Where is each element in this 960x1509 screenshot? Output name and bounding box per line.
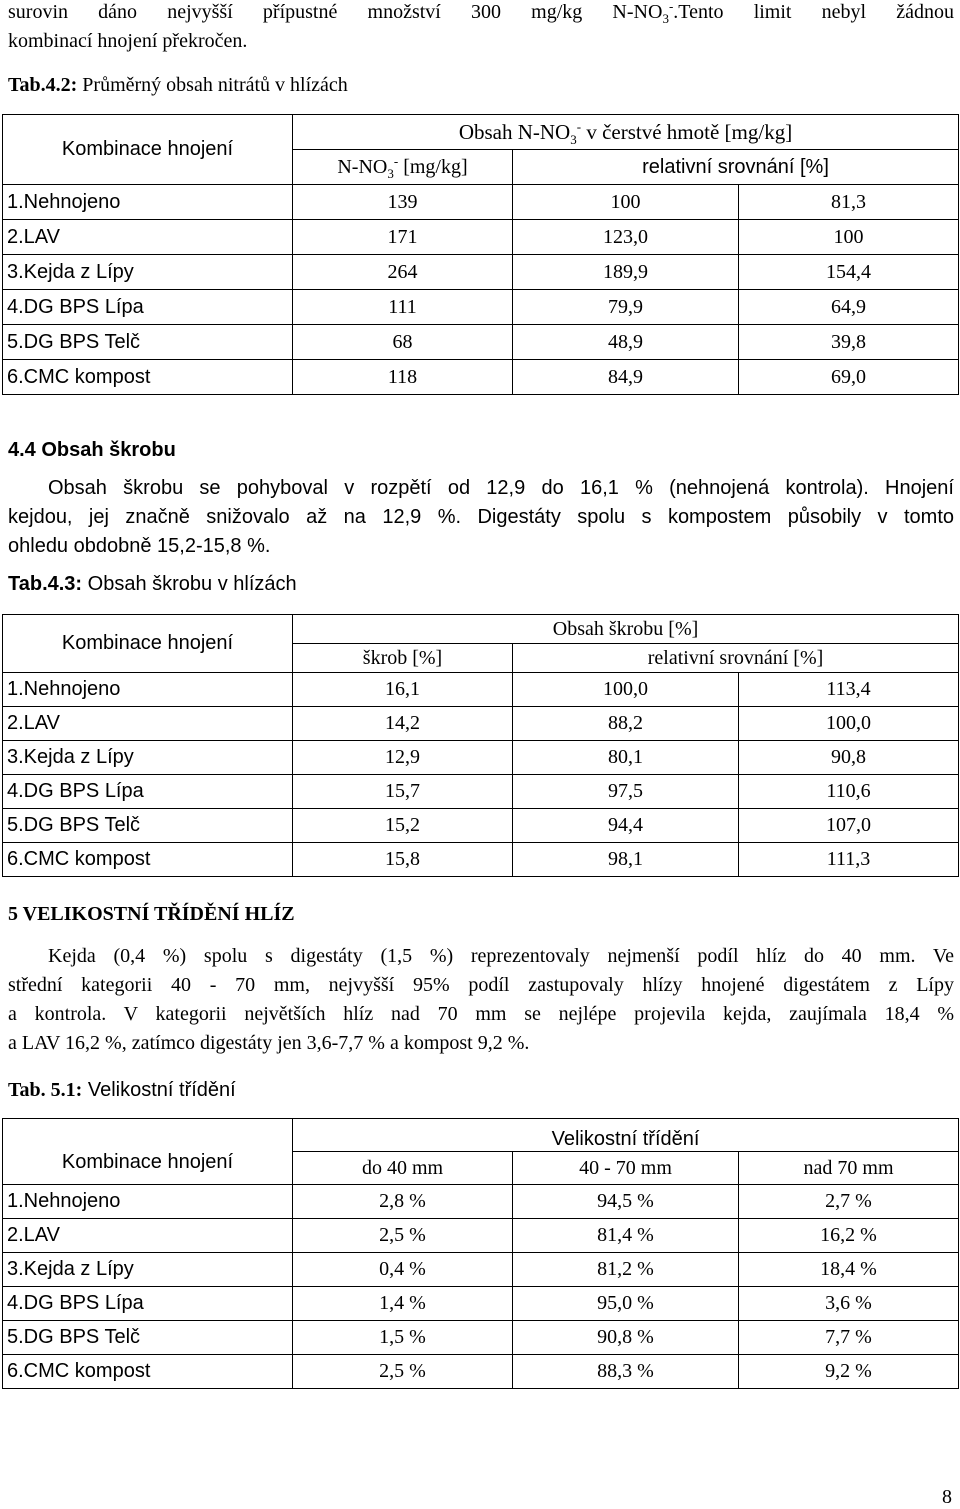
size-paragraph-line-3: a kontrola. V kategorii největších hlíz nad 70 mm se nejlépe projevila kejda, zaujímala 18,4 % — [8, 1003, 954, 1025]
table2-value-3: 113,4 — [739, 673, 959, 707]
table3-row-label: 6.CMC kompost — [3, 1355, 293, 1389]
table2-value-3: 100,0 — [739, 707, 959, 741]
starch-paragraph-line-1: Obsah škrobu se pohyboval v rozpětí od 12,9 do 16,1 % (nehnojená kontrola). Hnojení — [48, 477, 954, 499]
page-number: 8 — [942, 1486, 952, 1508]
table1-value-3: 154,4 — [739, 255, 959, 290]
intro-line-1: surovin dáno nejvyšší přípustné množství 300 mg/kg $N-NO_3^-.Tento$ limit nebyl žádnou — [8, 0, 954, 26]
starch-table — [2, 614, 959, 877]
table2-row-label: 4.DG BPS Lípa — [3, 775, 293, 809]
table2-value-1: 12,9 — [293, 741, 513, 775]
table3-value-3: 2,7 % — [739, 1185, 959, 1219]
table2-value-1: 15,8 — [293, 843, 513, 877]
table1-value-2: 79,9 — [513, 290, 739, 325]
size-paragraph-line-4: a LAV 16,2 %, zatímco digestáty jen 3,6-7,7 % a kompost 9,2 %. — [8, 1032, 530, 1054]
table1-value-1: 264 — [293, 255, 513, 290]
table1-value-3: 64,9 — [739, 290, 959, 325]
table3-value-2: 88,3 % — [513, 1355, 739, 1389]
table3-value-2: 90,8 % — [513, 1321, 739, 1355]
table2-row-label: 6.CMC kompost — [3, 843, 293, 877]
table1-value-1: 118 — [293, 360, 513, 395]
table1-value-1: 68 — [293, 325, 513, 360]
table2-value-2: 80,1 — [513, 741, 739, 775]
table3-value-3: 3,6 % — [739, 1287, 959, 1321]
table2-row — [3, 673, 959, 707]
table1-row-label: 4.DG BPS Lípa — [3, 290, 293, 325]
table3-value-3: 9,2 % — [739, 1355, 959, 1389]
table3-value-3: 18,4 % — [739, 1253, 959, 1287]
table1-subheader-nno3: $N-NO_3^-$ [mg/kg] — [293, 150, 513, 185]
table3-row — [3, 1321, 959, 1355]
nitrate-table — [2, 114, 959, 395]
table2-value-2: 98,1 — [513, 843, 739, 877]
table2-row — [3, 843, 959, 877]
table2-row-label: 3.Kejda z Lípy — [3, 741, 293, 775]
table1-value-2: 189,9 — [513, 255, 739, 290]
table1-row-label: 3.Kejda z Lípy — [3, 255, 293, 290]
table3-value-1: 1,5 % — [293, 1321, 513, 1355]
table3-value-1: 2,5 % — [293, 1219, 513, 1253]
table3-value-1: 2,8 % — [293, 1185, 513, 1219]
table1-row-label: 1.Nehnojeno — [3, 185, 293, 220]
table2-row-label: 2.LAV — [3, 707, 293, 741]
section-heading-starch: 4.4 Obsah škrobu — [8, 439, 176, 461]
table1-row-label: 5.DG BPS Telč — [3, 325, 293, 360]
table1-row — [3, 360, 959, 395]
table2-value-3: 90,8 — [739, 741, 959, 775]
table1-value-1: 139 — [293, 185, 513, 220]
table3-row — [3, 1185, 959, 1219]
table1-value-2: 100 — [513, 185, 739, 220]
table3-value-2: 95,0 % — [513, 1287, 739, 1321]
table1-header-group: Obsah $N-NO_3^-$ v čerstvé hmotě [mg/kg] — [293, 115, 959, 150]
table3-row-label: 5.DG BPS Telč — [3, 1321, 293, 1355]
table3-row — [3, 1253, 959, 1287]
starch-paragraph-line-2: kejdou, jej značně snižovalo až na 12,9 %. Digestáty spolu s kompostem působily v tomto — [8, 506, 954, 528]
table1-header-combination: Kombinace hnojení — [3, 115, 293, 185]
intro-line-2: kombinací hnojení překročen. — [8, 30, 248, 52]
table2-subheader-relative: relativní srovnání [%] — [513, 644, 959, 673]
table1-row-label: 6.CMC kompost — [3, 360, 293, 395]
table3-header-combination: Kombinace hnojení — [3, 1119, 293, 1185]
table3-caption: Tab. 5.1: Velikostní třídění — [8, 1079, 236, 1101]
table3-value-2: 81,4 % — [513, 1219, 739, 1253]
table1-value-3: 100 — [739, 220, 959, 255]
table3-value-1: 0,4 % — [293, 1253, 513, 1287]
table1-value-2: 48,9 — [513, 325, 739, 360]
table2-value-1: 16,1 — [293, 673, 513, 707]
table2-row-label: 5.DG BPS Telč — [3, 809, 293, 843]
table2-value-1: 15,2 — [293, 809, 513, 843]
table3-row — [3, 1355, 959, 1389]
table3-header-group: Velikostní třídění — [293, 1119, 959, 1152]
table2-row — [3, 775, 959, 809]
table3-row — [3, 1219, 959, 1253]
table1-value-1: 111 — [293, 290, 513, 325]
table2-row-label: 1.Nehnojeno — [3, 673, 293, 707]
table1-value-2: 84,9 — [513, 360, 739, 395]
table3-value-3: 16,2 % — [739, 1219, 959, 1253]
section-heading-size-sorting: 5 VELIKOSTNÍ TŘÍDĚNÍ HLÍZ — [8, 903, 295, 925]
table3-row-label: 1.Nehnojeno — [3, 1185, 293, 1219]
table2-value-3: 107,0 — [739, 809, 959, 843]
table3-row-label: 3.Kejda z Lípy — [3, 1253, 293, 1287]
table2-row — [3, 741, 959, 775]
table2-value-3: 111,3 — [739, 843, 959, 877]
table2-value-1: 14,2 — [293, 707, 513, 741]
table2-value-2: 97,5 — [513, 775, 739, 809]
table2-header-combination: Kombinace hnojení — [3, 615, 293, 673]
table1-caption: Tab.4.2: Průměrný obsah nitrátů v hlízách — [8, 74, 348, 96]
table2-value-2: 100,0 — [513, 673, 739, 707]
table1-row-label: 2.LAV — [3, 220, 293, 255]
table1-row — [3, 255, 959, 290]
table1-subheader-relative: relativní srovnání [%] — [513, 150, 959, 185]
table2-row — [3, 707, 959, 741]
table3-value-2: 81,2 % — [513, 1253, 739, 1287]
table1-value-3: 81,3 — [739, 185, 959, 220]
table1-value-2: 123,0 — [513, 220, 739, 255]
table1-row — [3, 220, 959, 255]
table1-value-3: 39,8 — [739, 325, 959, 360]
table2-header-group: Obsah škrobu [%] — [293, 615, 959, 644]
table2-value-2: 88,2 — [513, 707, 739, 741]
size-paragraph-line-1: Kejda (0,4 %) spolu s digestáty (1,5 %) reprezentovaly nejmenší podíl hlíz do 40 mm. Ve — [48, 945, 954, 967]
table2-caption: Tab.4.3: Obsah škrobu v hlízách — [8, 573, 297, 595]
table3-row-label: 4.DG BPS Lípa — [3, 1287, 293, 1321]
table1-row — [3, 185, 959, 220]
size-sorting-table — [2, 1118, 959, 1389]
table1-value-1: 171 — [293, 220, 513, 255]
table2-row — [3, 809, 959, 843]
table1-value-3: 69,0 — [739, 360, 959, 395]
table3-row-label: 2.LAV — [3, 1219, 293, 1253]
table2-value-3: 110,6 — [739, 775, 959, 809]
table3-subheader-40-70: 40 - 70 mm — [513, 1152, 739, 1185]
table3-row — [3, 1287, 959, 1321]
table1-row — [3, 325, 959, 360]
table2-subheader-starch: škrob [%] — [293, 644, 513, 673]
table3-value-3: 7,7 % — [739, 1321, 959, 1355]
table3-value-1: 1,4 % — [293, 1287, 513, 1321]
table3-value-2: 94,5 % — [513, 1185, 739, 1219]
table1-row — [3, 290, 959, 325]
table3-value-1: 2,5 % — [293, 1355, 513, 1389]
table2-value-2: 94,4 — [513, 809, 739, 843]
table3-subheader-under-40: do 40 mm — [293, 1152, 513, 1185]
starch-paragraph-line-3: ohledu obdobně 15,2-15,8 %. — [8, 535, 271, 557]
table2-value-1: 15,7 — [293, 775, 513, 809]
size-paragraph-line-2: střední kategorii 40 - 70 mm, nejvyšší 95% podíl zastupovaly hlízy hnojené digestátem z Lípy — [8, 974, 954, 996]
table3-subheader-over-70: nad 70 mm — [739, 1152, 959, 1185]
